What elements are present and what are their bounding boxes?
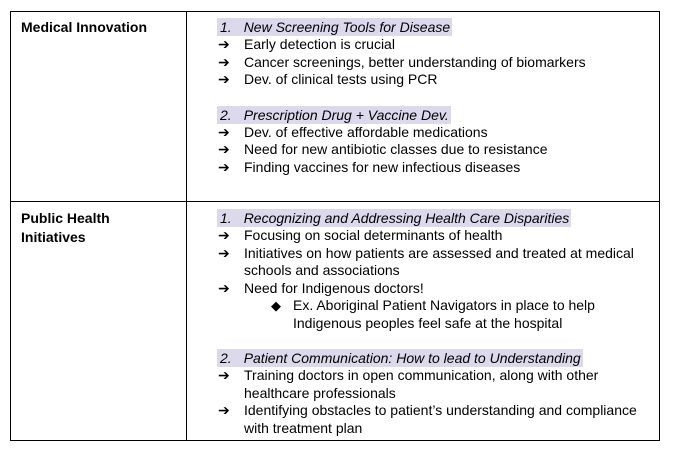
list-item-text: Training doctors in open communication, along with other healthcare professionals bbox=[244, 367, 599, 401]
row-divider bbox=[11, 201, 659, 202]
list-item bbox=[217, 141, 657, 159]
list-item bbox=[217, 367, 657, 402]
list-item bbox=[217, 54, 657, 72]
list-item bbox=[217, 402, 657, 437]
highlighted-heading bbox=[217, 18, 452, 36]
section-number: 2. bbox=[220, 106, 232, 123]
arrow-right-icon: ➔ bbox=[218, 53, 230, 70]
list-item-text: Identifying obstacles to patient’s understanding and compliance with treatment plan bbox=[244, 402, 637, 436]
public-health-content bbox=[217, 209, 657, 437]
section-heading bbox=[217, 18, 657, 36]
highlighted-heading bbox=[217, 209, 571, 227]
list-item-text: Dev. of clinical tests using PCR bbox=[244, 71, 438, 87]
list-item bbox=[217, 227, 657, 245]
arrow-right-icon: ➔ bbox=[218, 158, 230, 175]
arrow-right-icon: ➔ bbox=[218, 141, 230, 157]
section-title: New Screening Tools for Disease bbox=[243, 19, 451, 35]
list-item-text: Focusing on social determinants of health bbox=[244, 227, 503, 243]
list-item bbox=[217, 71, 657, 89]
list-item-text: Need for new antibiotic classes due to resistance bbox=[244, 141, 548, 157]
notes-table bbox=[10, 11, 660, 441]
diamond-icon: ◆ bbox=[271, 298, 281, 313]
sub-list-item bbox=[217, 297, 657, 332]
list-item bbox=[217, 159, 657, 177]
list-item-text: Need for Indigenous doctors! bbox=[244, 279, 424, 296]
arrow-right-icon: ➔ bbox=[218, 71, 230, 87]
arrow-right-icon: ➔ bbox=[218, 402, 230, 418]
list-item-text: Dev. of effective affordable medications bbox=[244, 123, 488, 140]
list-item-text: Initiatives on how patients are assessed and treated at medical schools and associations bbox=[244, 244, 634, 278]
section-title: Prescription Drug + Vaccine Dev. bbox=[243, 106, 449, 123]
arrow-right-icon: ➔ bbox=[218, 227, 230, 243]
arrow-right-icon: ➔ bbox=[218, 279, 230, 296]
column-divider bbox=[186, 12, 187, 440]
section-heading bbox=[217, 209, 657, 227]
section-heading bbox=[217, 349, 657, 367]
arrow-right-icon: ➔ bbox=[218, 123, 230, 140]
list-item bbox=[217, 36, 657, 54]
sub-list-item-text: Ex. Aboriginal Patient Navigators in place to help Indigenous peoples feel safe at the hospital bbox=[293, 297, 595, 331]
list-item bbox=[217, 245, 657, 280]
arrow-right-icon: ➔ bbox=[218, 367, 230, 383]
list-item bbox=[217, 280, 657, 298]
highlighted-heading bbox=[217, 106, 451, 124]
row-label-medical-innovation: Medical Innovation bbox=[21, 19, 148, 35]
section-number: 1. bbox=[220, 19, 232, 35]
list-item bbox=[217, 124, 657, 142]
section-title: Recognizing and Addressing Health Care Disparities bbox=[243, 210, 570, 226]
row-label-public-health-initiatives: Public Health Initiatives bbox=[21, 210, 110, 245]
section-title: Patient Communication: How to lead to Understanding bbox=[243, 350, 581, 366]
list-item-text: Finding vaccines for new infectious diseases bbox=[244, 158, 521, 175]
arrow-right-icon: ➔ bbox=[218, 36, 230, 52]
medical-innovation-content bbox=[217, 18, 657, 176]
section-heading bbox=[217, 106, 657, 124]
list-item-text: Early detection is crucial bbox=[244, 36, 395, 52]
section-number: 1. bbox=[220, 210, 232, 226]
list-item-text: Cancer screenings, better understanding of biomarkers bbox=[244, 53, 586, 70]
arrow-right-icon: ➔ bbox=[218, 244, 230, 261]
section-number: 2. bbox=[220, 350, 232, 366]
highlighted-heading bbox=[217, 349, 583, 367]
